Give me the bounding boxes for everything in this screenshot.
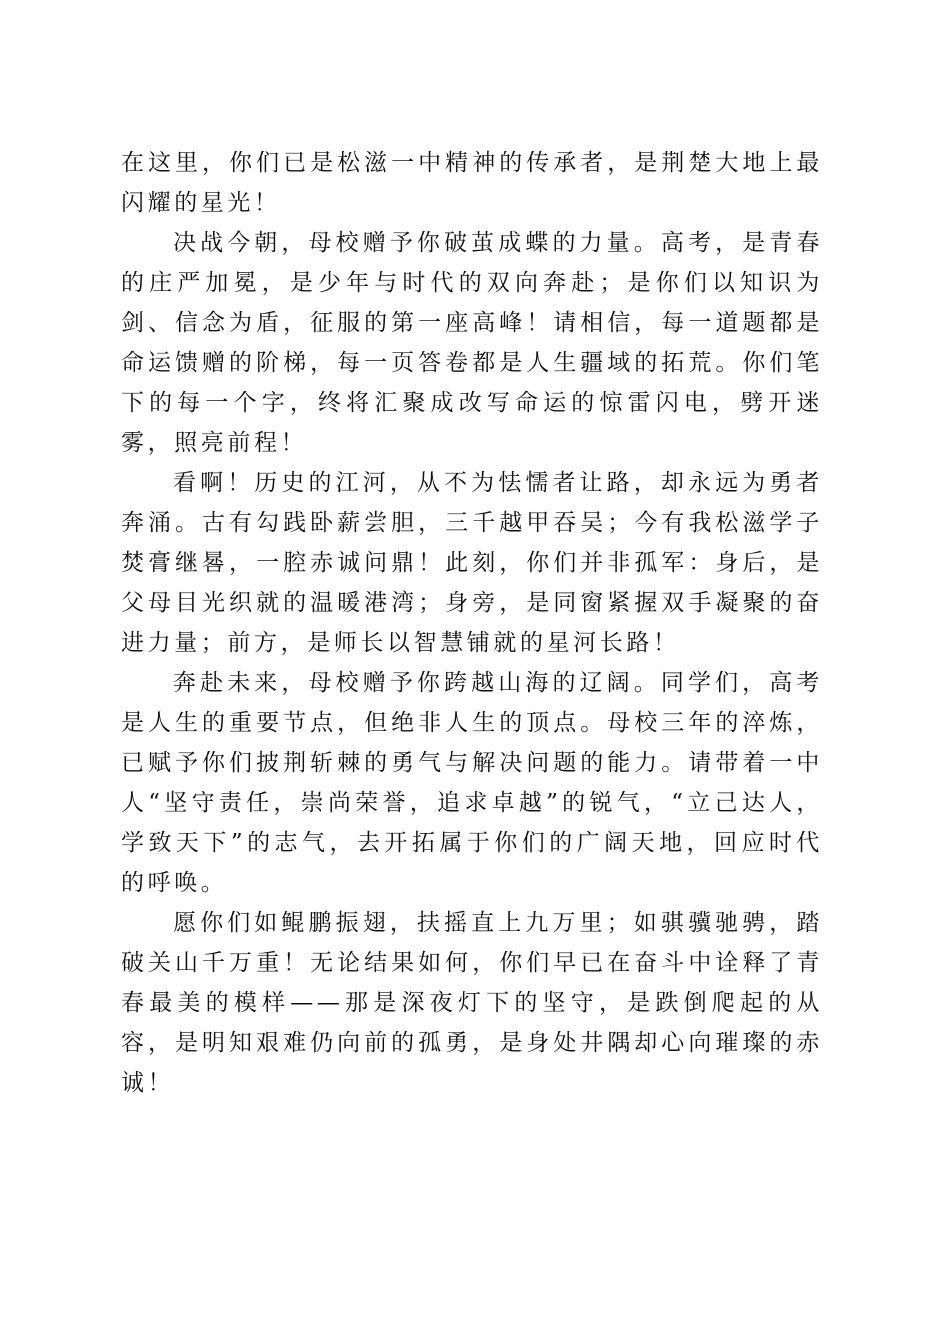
document-body	[121, 143, 823, 1103]
paragraph-continuation: 在这里，你们已是松滋一中精神的传承者，是荆楚大地上最闪耀的星光！	[121, 150, 823, 216]
paragraph-future: 奔赴未来，母校赠予你跨越山海的辽阔。同学们，高考是人生的重要节点，但绝非人生的顶点。母校三年的淬炼，已赋予你们披荆斩棘的勇气与解决问题的能力。请带着一中人“坚守责任，崇尚荣誉，追求卓越”的锐气，“立己达人，学致天下”的志气，去开拓属于你们的广阔天地，回应时代的呼唤。	[121, 670, 823, 896]
paragraph-history-river: 看啊！历史的江河，从不为怯懦者让路，却永远为勇者奔涌。古有勾践卧薪尝胆，三千越甲吞吴；今有我松滋学子焚膏继晷，一腔赤诚问鼎！此刻，你们并非孤军：身后，是父母目光织就的温暖港湾；身旁，是同窗紧握双手凝聚的奋进力量；前方，是师长以智慧铺就的星河长路！	[121, 470, 823, 656]
paragraph-decisive-battle: 决战今朝，母校赠予你破茧成蝶的力量。高考，是青春的庄严加冕，是少年与时代的双向奔赴；是你们以知识为剑、信念为盾，征服的第一座高峰！请相信，每一道题都是命运馈赠的阶梯，每一页答卷都是人生疆域的拓荒。你们笔下的每一个字，终将汇聚成改写命运的惊雷闪电，劈开迷雾，照亮前程！	[121, 230, 823, 456]
paragraph-wishes: 愿你们如鲲鹏振翅，扶摇直上九万里；如骐骥驰骋，踏破关山千万重！无论结果如何，你们早已在奋斗中诠释了青春最美的模样——那是深夜灯下的坚守，是跌倒爬起的从容，是明知艰难仍向前的孤勇，是身处井隅却心向璀璨的赤诚！	[121, 910, 823, 1096]
